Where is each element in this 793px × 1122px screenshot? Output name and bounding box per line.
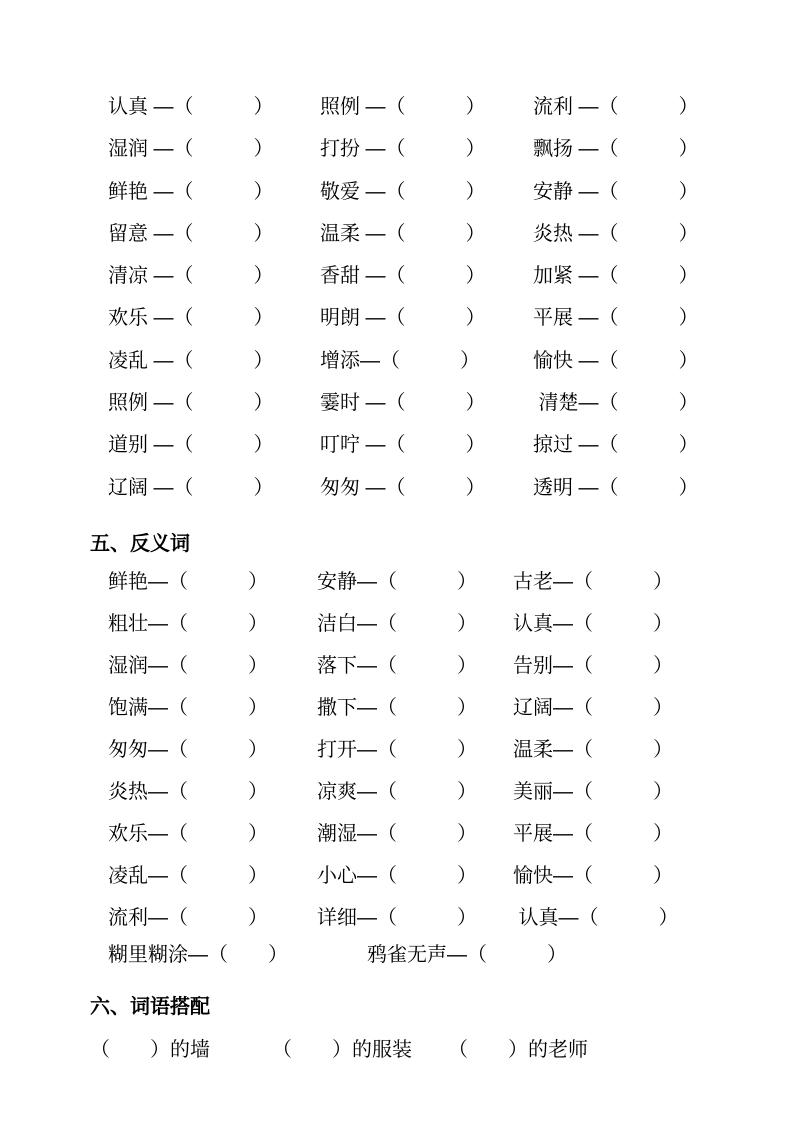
word-pair: 温柔 —（ ） <box>320 223 486 245</box>
word-pair: 辽阔 —（ ） <box>108 477 274 499</box>
collocation-blank: （ ）的墙 <box>90 1039 210 1061</box>
collocation-blank: （ ）的老师 <box>448 1039 588 1061</box>
word-pair: 鲜艳—（ ） <box>108 571 268 593</box>
collocation-blank: （ ）的服装 <box>272 1039 412 1061</box>
word-pair: 认真—（ ） <box>513 613 673 635</box>
section-heading-antonyms: 五、反义词 <box>90 533 190 555</box>
word-pair: 辽阔—（ ） <box>513 697 673 719</box>
word-pair: 照例 —（ ） <box>108 392 274 414</box>
word-pair: 凌乱 —（ ） <box>108 350 274 372</box>
word-pair: 安静 —（ ） <box>533 181 699 203</box>
word-pair: 敬爱 —（ ） <box>320 181 486 203</box>
word-pair: 增添—（ ） <box>320 350 480 372</box>
word-pair: 欢乐—（ ） <box>108 823 268 845</box>
word-pair: 香甜 —（ ） <box>320 265 486 287</box>
word-pair: 认真—（ ） <box>513 907 679 929</box>
word-pair: 平展 —（ ） <box>533 307 699 329</box>
word-pair: 欢乐 —（ ） <box>108 307 274 329</box>
word-pair: 透明 —（ ） <box>533 477 699 499</box>
word-pair: 安静—（ ） <box>317 571 477 593</box>
word-pair: 落下—（ ） <box>317 655 477 677</box>
word-pair: 详细—（ ） <box>317 907 477 929</box>
word-pair: 炎热—（ ） <box>108 781 268 803</box>
word-pair: 湿润 —（ ） <box>108 138 274 160</box>
word-pair: 照例 —（ ） <box>320 96 486 118</box>
word-pair: 流利—（ ） <box>108 907 268 929</box>
idiom-pair: 糊里糊涂—（ ） <box>108 944 288 966</box>
word-pair: 叮咛 —（ ） <box>320 434 486 456</box>
word-pair: 平展—（ ） <box>513 823 673 845</box>
word-pair: 凌乱—（ ） <box>108 865 268 887</box>
word-pair: 湿润—（ ） <box>108 655 268 677</box>
word-pair: 洁白—（ ） <box>317 613 477 635</box>
word-pair: 炎热 —（ ） <box>533 223 699 245</box>
word-pair: 匆匆 —（ ） <box>320 477 486 499</box>
word-pair: 明朗 —（ ） <box>320 307 486 329</box>
word-pair: 飘扬 —（ ） <box>533 138 699 160</box>
word-pair: 饱满—（ ） <box>108 697 268 719</box>
word-pair: 清凉 —（ ） <box>108 265 274 287</box>
word-pair: 清楚—（ ） <box>533 392 699 414</box>
word-pair: 潮湿—（ ） <box>317 823 477 845</box>
word-pair: 小心—（ ） <box>317 865 477 887</box>
word-pair: 粗壮—（ ） <box>108 613 268 635</box>
word-pair: 打开—（ ） <box>317 739 477 761</box>
collocation-row <box>0 1038 793 1062</box>
word-pair: 霎时 —（ ） <box>320 392 486 414</box>
word-pair: 美丽—（ ） <box>513 781 673 803</box>
word-pair: 古老—（ ） <box>513 571 673 593</box>
idiom-pair: 鸦雀无声—（ ） <box>367 944 567 966</box>
word-pair: 愉快—（ ） <box>513 865 673 887</box>
word-pair: 告别—（ ） <box>513 655 673 677</box>
word-pair: 匆匆—（ ） <box>108 739 268 761</box>
word-pair: 鲜艳 —（ ） <box>108 181 274 203</box>
word-pair: 流利 —（ ） <box>533 96 699 118</box>
word-pair: 掠过 —（ ） <box>533 434 699 456</box>
section-heading-collocations: 六、词语搭配 <box>90 996 210 1018</box>
word-pair: 打扮 —（ ） <box>320 138 486 160</box>
word-pair: 凉爽—（ ） <box>317 781 477 803</box>
word-pair: 加紧 —（ ） <box>533 265 699 287</box>
word-pair: 留意 —（ ） <box>108 223 274 245</box>
word-pair: 愉快 —（ ） <box>533 350 699 372</box>
word-pair: 认真 —（ ） <box>108 96 274 118</box>
word-pair: 道别 —（ ） <box>108 434 274 456</box>
word-pair: 温柔—（ ） <box>513 739 673 761</box>
word-pair: 撒下—（ ） <box>317 697 477 719</box>
